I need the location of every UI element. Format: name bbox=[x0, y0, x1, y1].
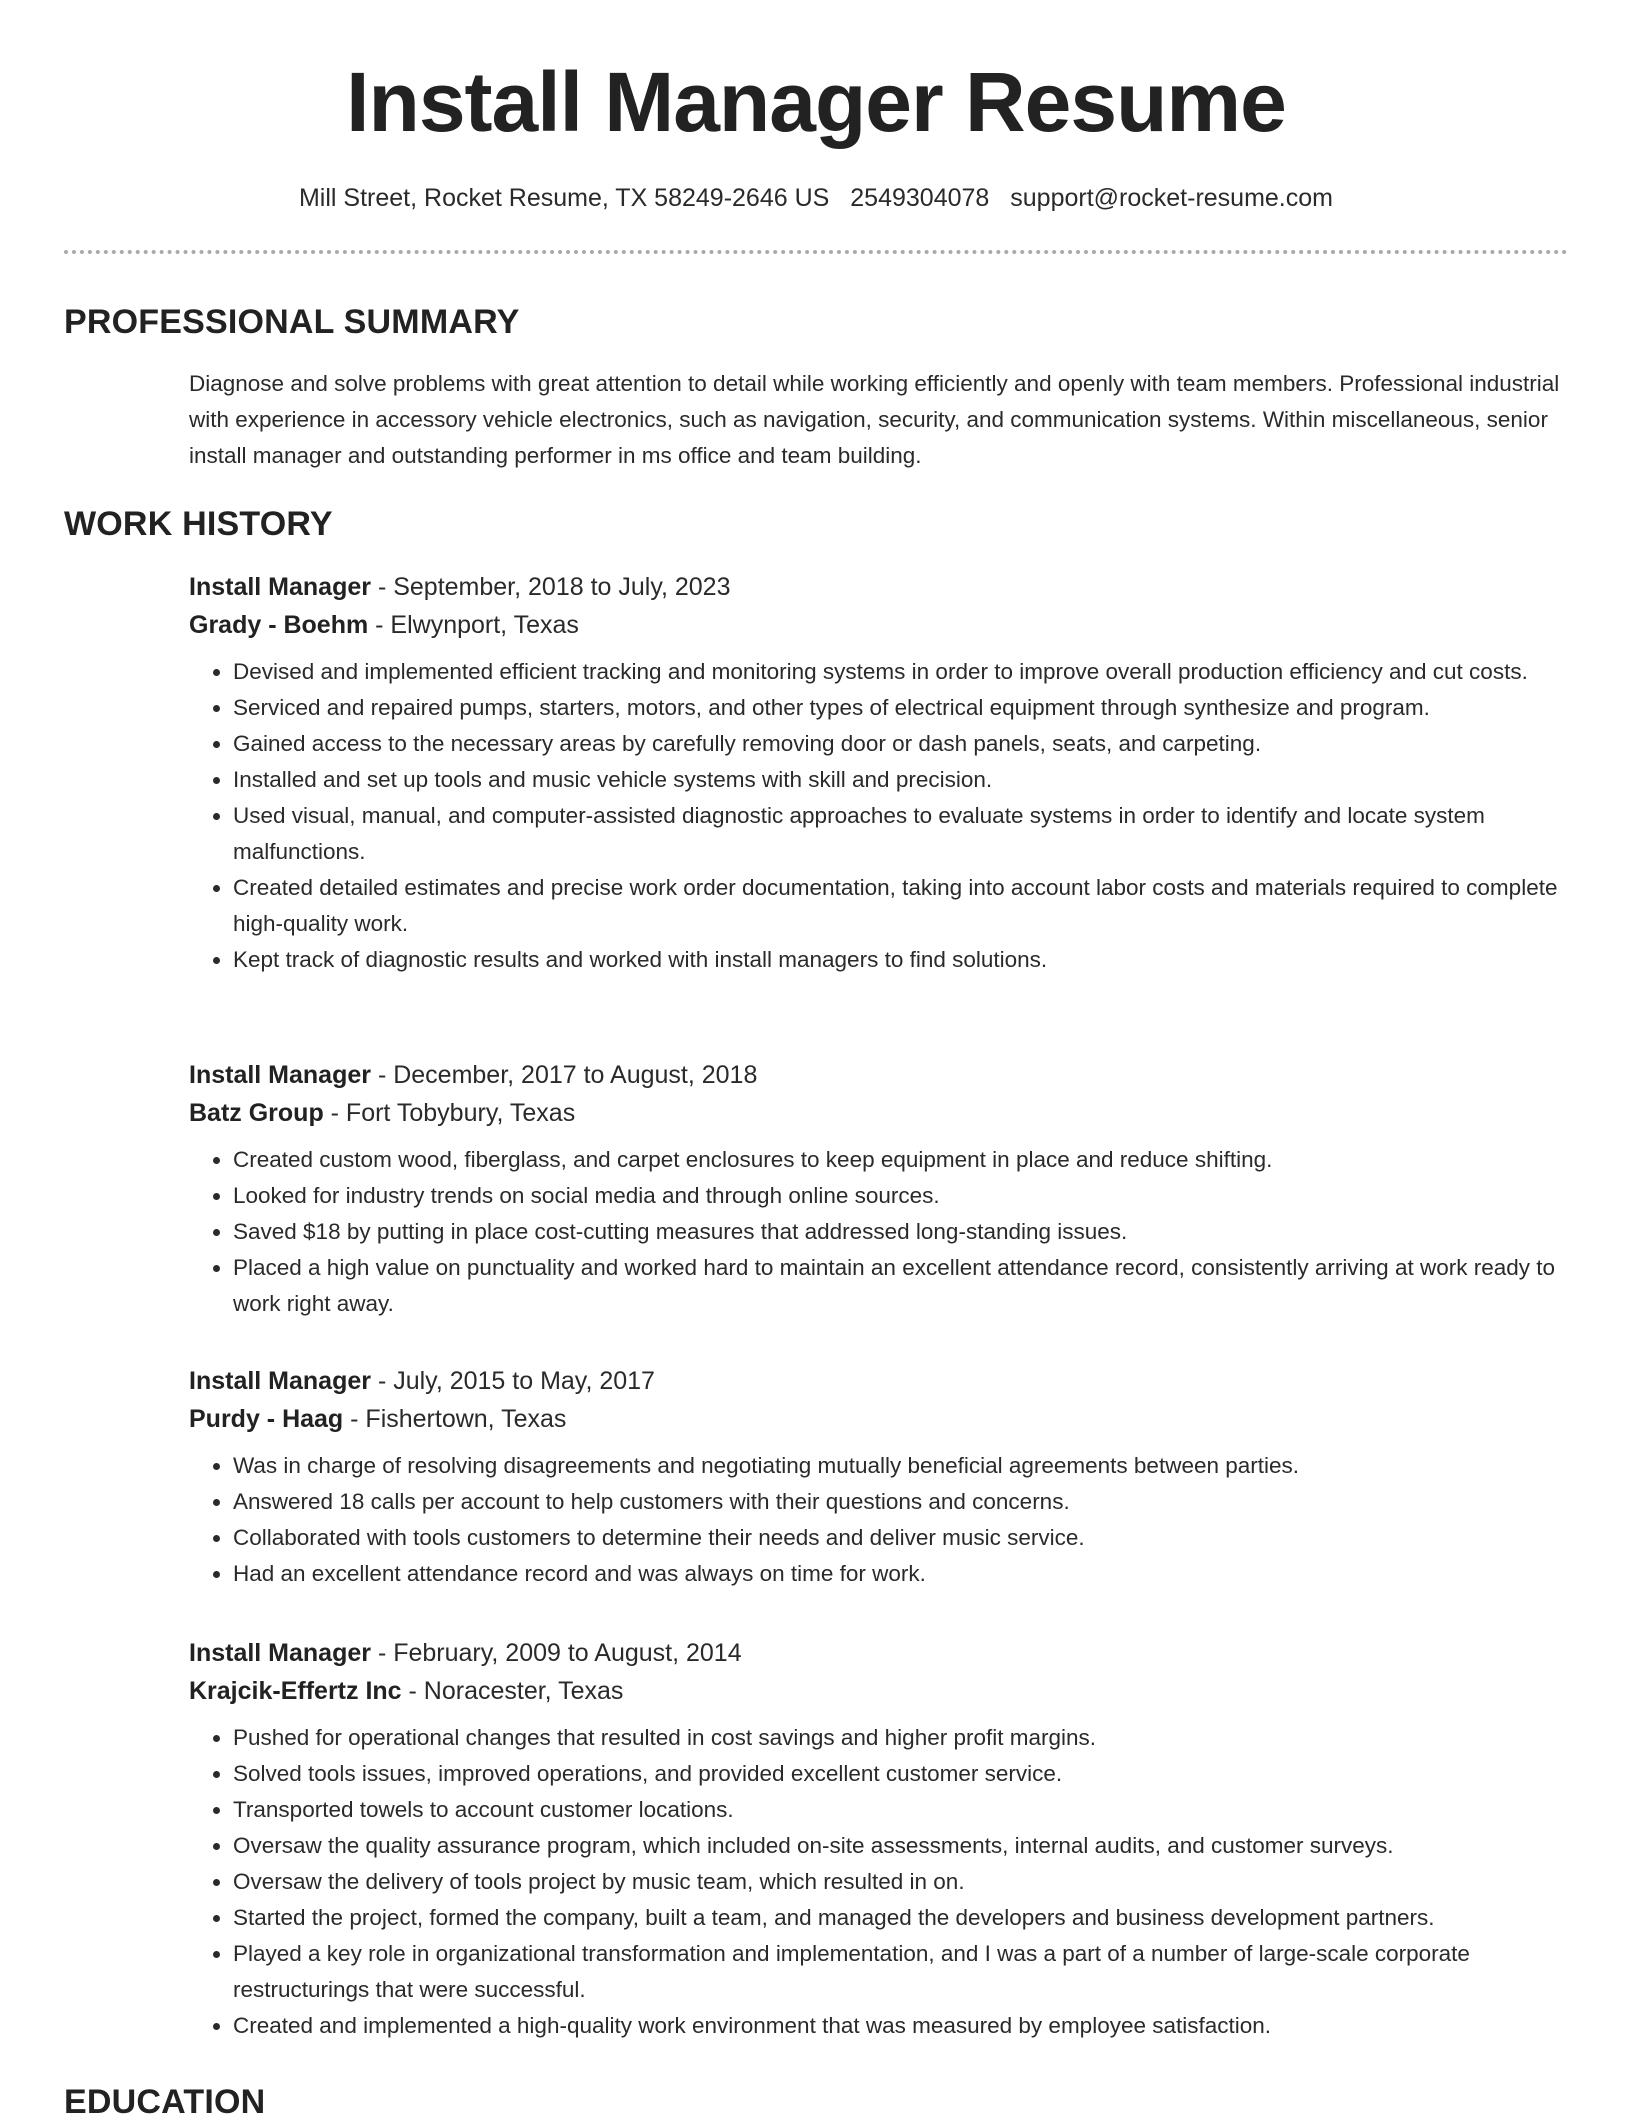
job-bullets bbox=[189, 654, 1569, 978]
job-company-line bbox=[189, 606, 1569, 644]
job-dates: - July, 2015 to May, 2017 bbox=[371, 1367, 655, 1395]
list-item: • Installed and set up tools and music vehicle systems with skill and precision. bbox=[233, 762, 1569, 798]
job-entry bbox=[189, 1634, 1569, 2044]
job-title-line bbox=[189, 1634, 1569, 1672]
resume-title: Install Manager Resume bbox=[346, 55, 1286, 149]
job-title: Install Manager bbox=[189, 1061, 371, 1089]
list-item: • Kept track of diagnostic results and worked with install managers to find solutions. bbox=[233, 942, 1569, 978]
job-dates: - February, 2009 to August, 2014 bbox=[371, 1639, 742, 1667]
job-company: Krajcik-Effertz Inc bbox=[189, 1677, 402, 1705]
job-company-line bbox=[189, 1672, 1569, 1710]
job-company-line bbox=[189, 1094, 1569, 1132]
list-item: • Started the project, formed the company, built a team, and managed the developers and business development partners. bbox=[233, 1900, 1569, 1936]
job-title-line bbox=[189, 1362, 1569, 1400]
list-item: • Used visual, manual, and computer-assisted diagnostic approaches to evaluate systems in order to identify and locate system malfunctions. bbox=[233, 798, 1569, 870]
education-heading: EDUCATION bbox=[64, 2083, 266, 2121]
list-item: • Transported towels to account customer locations. bbox=[233, 1792, 1569, 1828]
list-item: • Answered 18 calls per account to help customers with their questions and concerns. bbox=[233, 1484, 1569, 1520]
list-item: • Saved $18 by putting in place cost-cutting measures that addressed long-standing issues. bbox=[233, 1214, 1569, 1250]
list-item: • Created custom wood, fiberglass, and carpet enclosures to keep equipment in place and reduce shifting. bbox=[233, 1142, 1569, 1178]
job-location: - Noracester, Texas bbox=[401, 1677, 624, 1705]
list-item: • Played a key role in organizational transformation and implementation, and I was a part of a number of large-scale corporate restructurings that were successful. bbox=[233, 1936, 1569, 2008]
list-item: • Had an excellent attendance record and was always on time for work. bbox=[233, 1556, 1569, 1592]
list-item: • Collaborated with tools customers to determine their needs and deliver music service. bbox=[233, 1520, 1569, 1556]
list-item: • Placed a high value on punctuality and worked hard to maintain an excellent attendance record, consistently arriving at work ready to work right away. bbox=[233, 1250, 1569, 1322]
contact-line bbox=[0, 181, 1632, 215]
job-title: Install Manager bbox=[189, 1639, 371, 1667]
contact-address: Mill Street, Rocket Resume, TX 58249-2646 US bbox=[298, 184, 830, 212]
job-entry bbox=[189, 1362, 1569, 1592]
job-bullets bbox=[189, 1448, 1569, 1592]
list-item: • Oversaw the delivery of tools project by music team, which resulted in on. bbox=[233, 1864, 1569, 1900]
job-company: Grady - Boehm bbox=[189, 611, 369, 639]
list-item: • Solved tools issues, improved operations, and provided excellent customer service. bbox=[233, 1756, 1569, 1792]
list-item: • Oversaw the quality assurance program, which included on-site assessments, internal audits, and customer surveys. bbox=[233, 1828, 1569, 1864]
list-item: • Serviced and repaired pumps, starters, motors, and other types of electrical equipment through synthesize and program. bbox=[233, 690, 1569, 726]
job-title: Install Manager bbox=[189, 1367, 371, 1395]
job-entry bbox=[189, 568, 1569, 978]
job-bullets bbox=[189, 1720, 1569, 2044]
list-item: • Gained access to the necessary areas by carefully removing door or dash panels, seats, and carpeting. bbox=[233, 726, 1569, 762]
contact-phone: 2549304078 bbox=[850, 184, 990, 212]
summary-text: Diagnose and solve problems with great attention to detail while working efficiently and openly with team members. Professional industrial with experience in accessory vehicle electronics, such as navigation, security, and communication systems. Within miscellaneous, senior install manager and outstanding performer in ms office and team building. bbox=[189, 371, 1560, 468]
job-company: Purdy - Haag bbox=[189, 1405, 344, 1433]
job-title: Install Manager bbox=[189, 573, 371, 601]
job-location: - Fort Tobybury, Texas bbox=[323, 1099, 576, 1127]
job-bullets bbox=[189, 1142, 1569, 1322]
job-title-line bbox=[189, 568, 1569, 606]
list-item: • Was in charge of resolving disagreements and negotiating mutually beneficial agreements between parties. bbox=[233, 1448, 1569, 1484]
work-history-heading: WORK HISTORY bbox=[64, 505, 333, 543]
summary-heading: PROFESSIONAL SUMMARY bbox=[64, 303, 520, 341]
contact-email: support@rocket-resume.com bbox=[1010, 184, 1333, 212]
job-location: - Fishertown, Texas bbox=[343, 1405, 567, 1433]
list-item: • Created detailed estimates and precise work order documentation, taking into account labor costs and materials required to complete high-quality work. bbox=[233, 870, 1569, 942]
list-item: • Pushed for operational changes that resulted in cost savings and higher profit margins. bbox=[233, 1720, 1569, 1756]
list-item: • Looked for industry trends on social media and through online sources. bbox=[233, 1178, 1569, 1214]
job-company: Batz Group bbox=[189, 1099, 324, 1127]
job-entry bbox=[189, 1056, 1569, 1322]
job-dates: - December, 2017 to August, 2018 bbox=[371, 1061, 758, 1089]
list-item: • Created and implemented a high-quality work environment that was measured by employee satisfaction. bbox=[233, 2008, 1569, 2044]
list-item: • Devised and implemented efficient tracking and monitoring systems in order to improve overall production efficiency and cut costs. bbox=[233, 654, 1569, 690]
job-dates: - September, 2018 to July, 2023 bbox=[371, 573, 731, 601]
job-company-line bbox=[189, 1400, 1569, 1438]
header-divider bbox=[64, 250, 1568, 254]
job-location: - Elwynport, Texas bbox=[368, 611, 579, 639]
job-title-line bbox=[189, 1056, 1569, 1094]
